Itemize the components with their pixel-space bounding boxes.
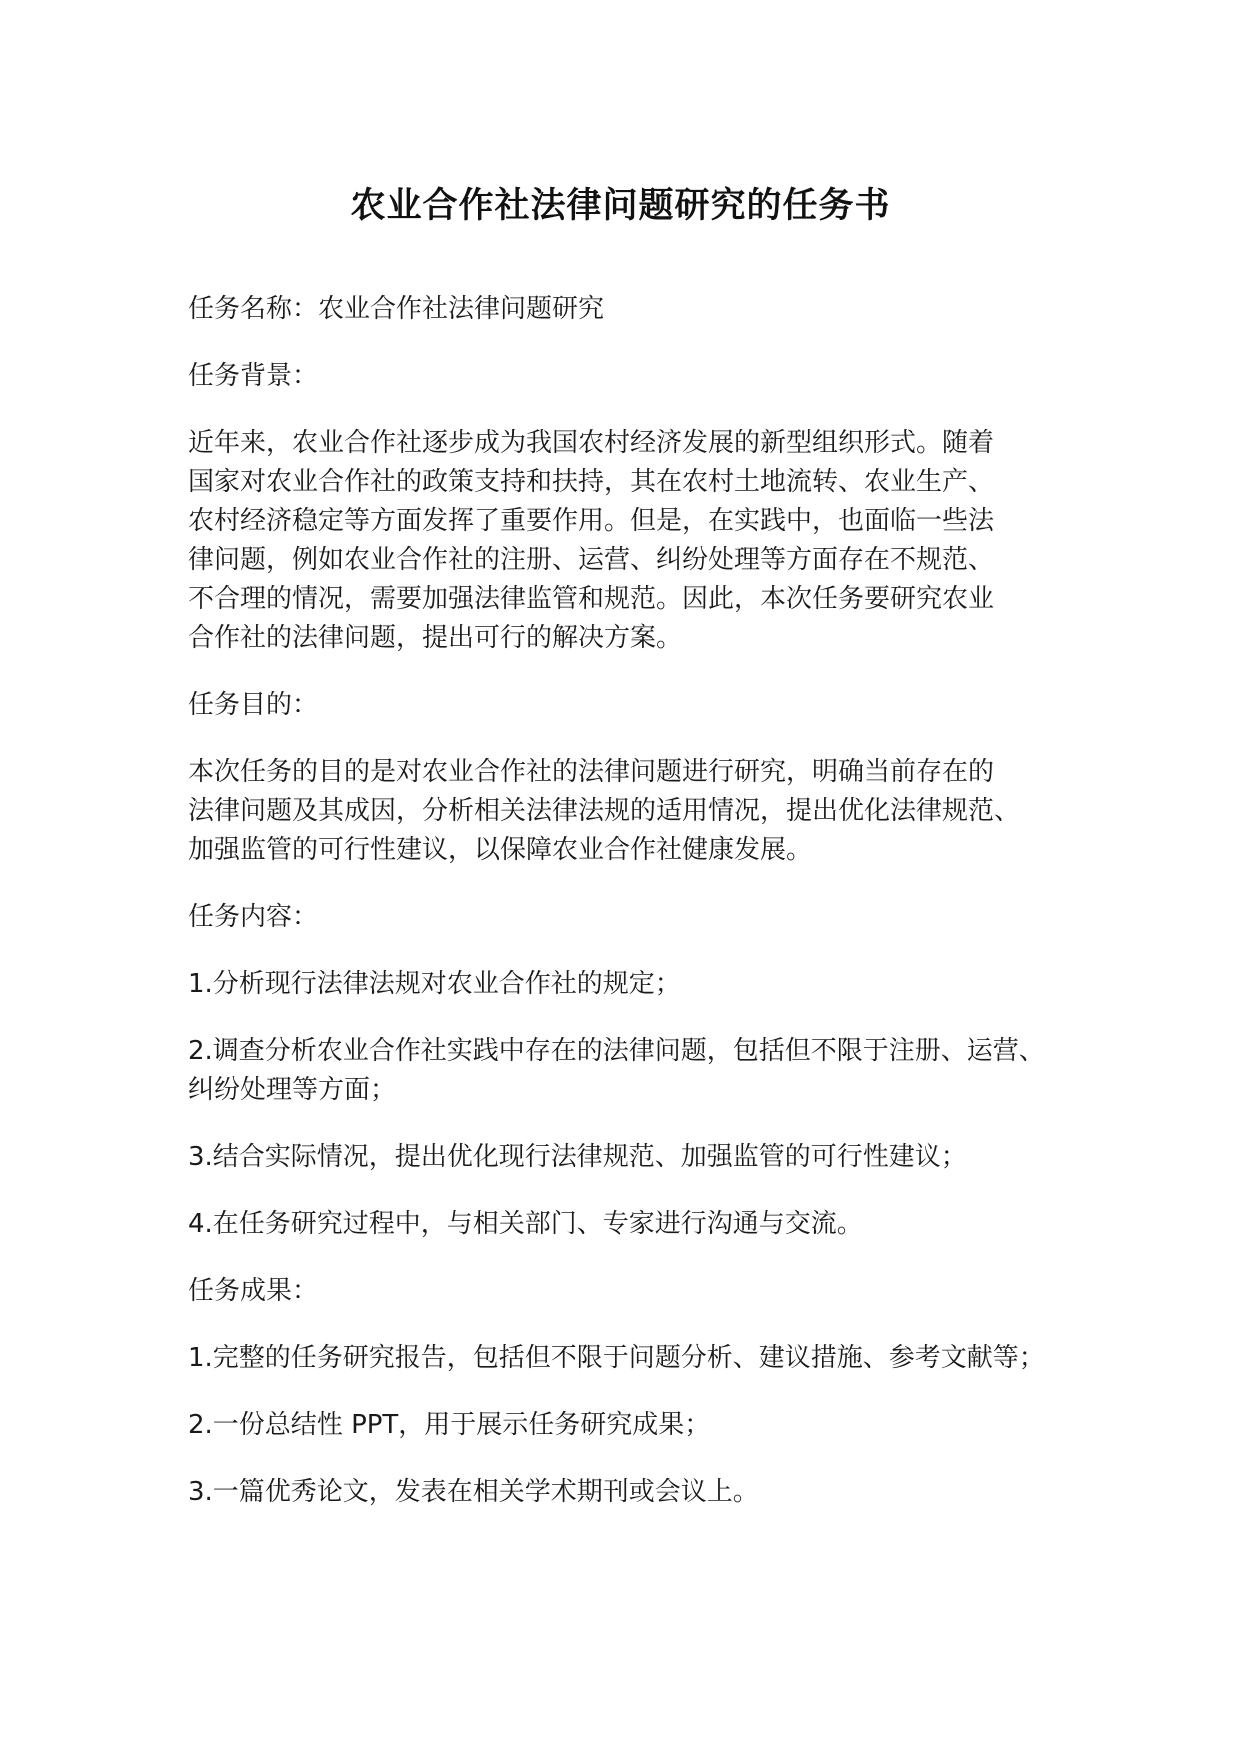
result-item-3: 3.一篇优秀论文，发表在相关学术期刊或会议上。 xyxy=(188,1477,759,1507)
background-line: 不合理的情况，需要加强法律监管和规范。因此，本次任务要研究农业 xyxy=(188,584,995,614)
purpose-line: 加强监管的可行性建议，以保障农业合作社健康发展。 xyxy=(188,835,813,865)
result-item-1: 1.完整的任务研究报告，包括但不限于问题分析、建议措施、参考文献等； xyxy=(188,1343,1045,1373)
content-heading: 任务内容： xyxy=(188,902,319,932)
content-item-1: 1.分析现行法律法规对农业合作社的规定； xyxy=(188,969,681,999)
results-heading: 任务成果： xyxy=(188,1276,319,1306)
background-paragraph xyxy=(188,424,1088,658)
background-line: 国家对农业合作社的政策支持和扶持，其在农村土地流转、农业生产、 xyxy=(188,467,995,497)
background-heading: 任务背景： xyxy=(188,361,319,391)
content-item-2-line: 纠纷处理等方面； xyxy=(188,1075,397,1105)
purpose-line: 法律问题及其成因，分析相关法律法规的适用情况，提出优化法律规范、 xyxy=(188,796,1021,826)
background-line: 农村经济稳定等方面发挥了重要作用。但是，在实践中，也面临一些法 xyxy=(188,506,995,536)
background-line: 律问题，例如农业合作社的注册、运营、纠纷处理等方面存在不规范、 xyxy=(188,545,995,575)
content-item-2 xyxy=(188,1032,1088,1110)
content-item-4: 4.在任务研究过程中，与相关部门、专家进行沟通与交流。 xyxy=(188,1209,863,1239)
document-title: 农业合作社法律问题研究的任务书 xyxy=(350,186,891,226)
content-item-3: 3.结合实际情况，提出优化现行法律规范、加强监管的可行性建议； xyxy=(188,1142,967,1172)
purpose-paragraph xyxy=(188,753,1088,870)
content-item-2-line: 2.调查分析农业合作社实践中存在的法律问题，包括但不限于注册、运营、 xyxy=(188,1036,1045,1066)
background-line: 近年来，农业合作社逐步成为我国农村经济发展的新型组织形式。随着 xyxy=(188,428,995,458)
task-name: 任务名称：农业合作社法律问题研究 xyxy=(188,294,605,324)
purpose-line: 本次任务的目的是对农业合作社的法律问题进行研究，明确当前存在的 xyxy=(188,757,995,787)
result-item-2: 2.一份总结性 PPT，用于展示任务研究成果； xyxy=(188,1410,711,1440)
document-body xyxy=(188,290,1088,1540)
background-line: 合作社的法律问题，提出可行的解决方案。 xyxy=(188,623,683,653)
purpose-heading: 任务目的： xyxy=(188,690,319,720)
